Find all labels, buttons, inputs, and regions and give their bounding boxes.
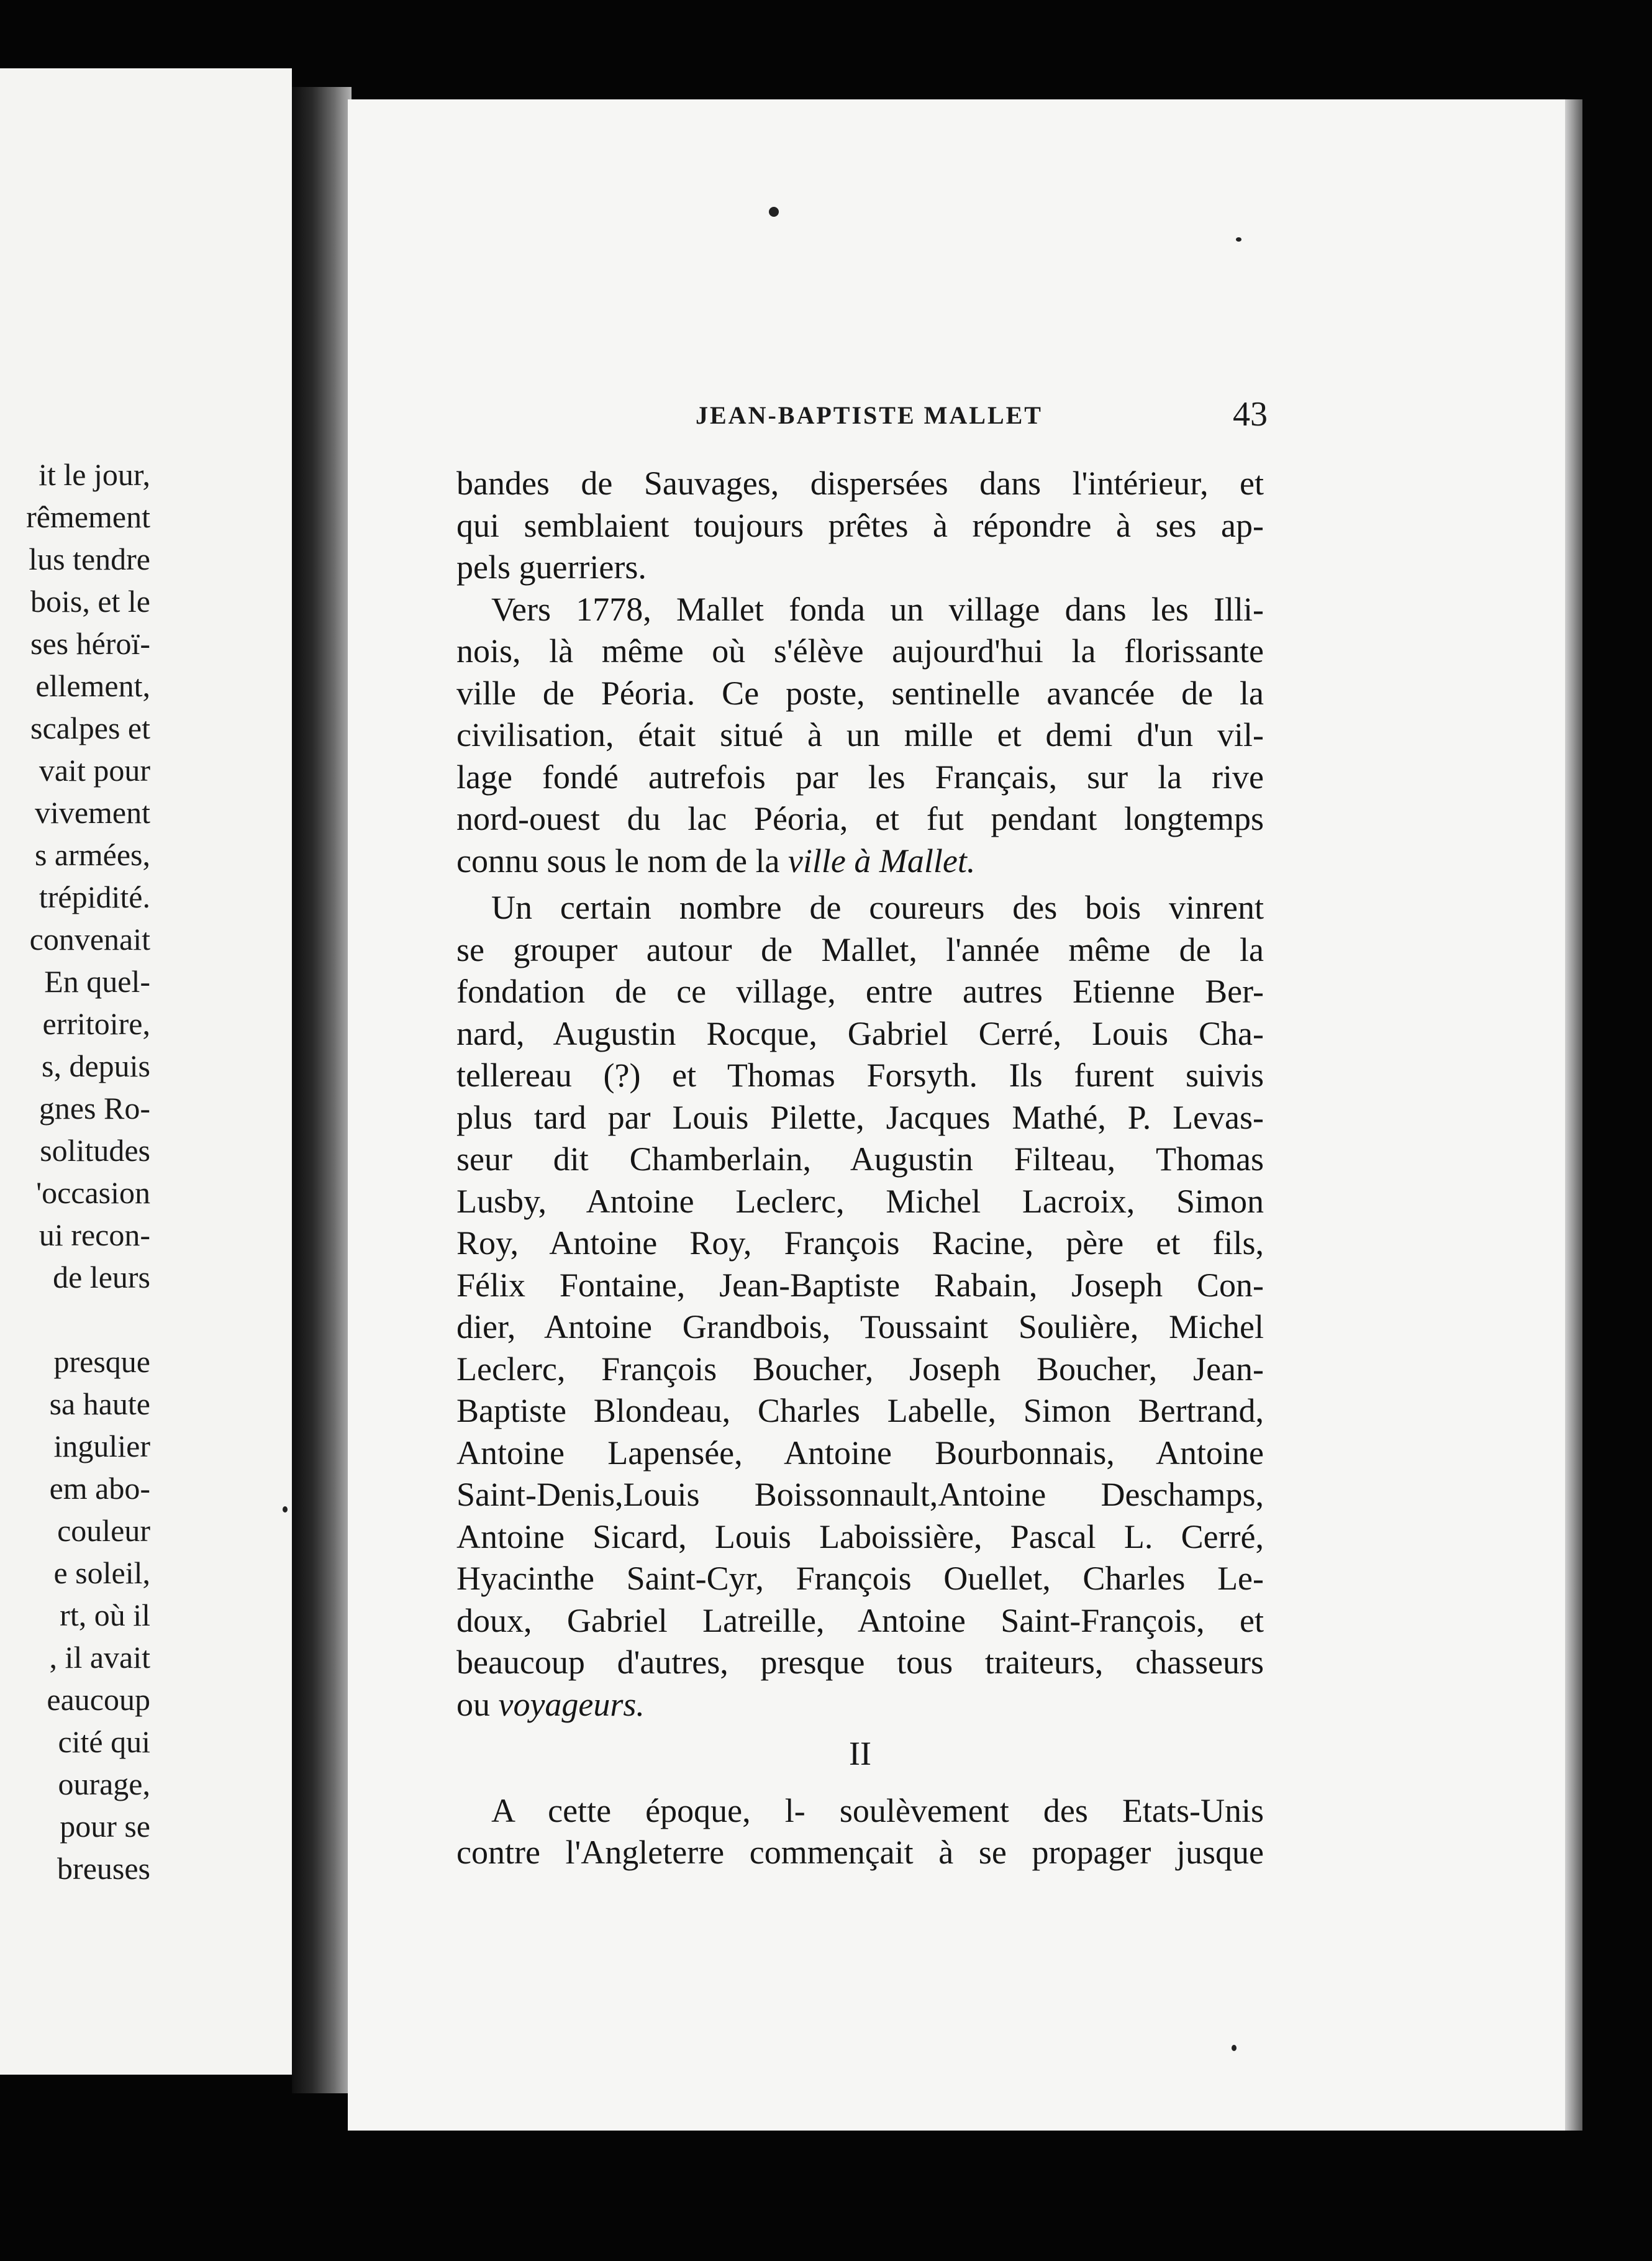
left-page-line: erritoire, <box>42 1006 150 1041</box>
left-page-line: lus tendre <box>29 542 150 576</box>
paragraph-line: Vers 1778, Mallet fonda un village dans les Illi- <box>491 590 1264 628</box>
page-number: 43 <box>1233 395 1268 434</box>
paragraph-line: Antoine Lapensée, Antoine Bourbonnais, Antoine <box>456 1434 1264 1472</box>
italic-phrase: ville à Mallet. <box>787 842 976 880</box>
paragraph-line: se grouper autour de Mallet, l'année même de la <box>456 930 1264 968</box>
left-page-line: 'occasion <box>36 1175 150 1210</box>
left-page-line: solitudes <box>40 1133 150 1168</box>
paragraph-line: A cette époque, l- soulèvement des Etats-Unis <box>491 1791 1264 1829</box>
paragraph-line: nois, là même où s'élève aujourd'hui la florissante <box>456 632 1264 670</box>
paragraph-line <box>456 840 1264 883</box>
left-page-line: em abo- <box>49 1471 150 1506</box>
paragraph-line: Roy, Antoine Roy, François Racine, père et fils, <box>456 1224 1264 1262</box>
left-page-line: ingulier <box>53 1429 150 1463</box>
paragraph-line: fondation de ce village, entre autres Etienne Ber- <box>456 973 1264 1010</box>
paragraph-line: Félix Fontaine, Jean-Baptiste Rabain, Joseph Con- <box>456 1266 1264 1304</box>
paragraph-line: dier, Antoine Grandbois, Toussaint Soulière, Michel <box>456 1308 1264 1345</box>
left-page-line: s, depuis <box>42 1049 150 1083</box>
paragraph-line: ville de Péoria. Ce poste, sentinelle avancée de la <box>456 674 1264 712</box>
left-page-line: rêmement <box>26 499 150 534</box>
left-page-line: convenait <box>29 922 150 957</box>
left-page-line: sa haute <box>49 1386 150 1421</box>
paragraph-line: plus tard par Louis Pilette, Jacques Mathé, P. Levas- <box>456 1098 1264 1136</box>
left-page-text <box>0 453 150 1890</box>
left-page-line: scalpes et <box>30 711 150 745</box>
left-page-line: de leurs <box>53 1260 150 1294</box>
paragraph-2 <box>456 589 1264 840</box>
paragraph-line: Baptiste Blondeau, Charles Labelle, Simon Bertrand, <box>456 1392 1264 1429</box>
left-page-line: eaucoup <box>47 1682 150 1717</box>
left-page-line: , il avait <box>49 1640 150 1675</box>
dust-speck <box>283 1506 288 1513</box>
left-page-line: presque <box>53 1344 150 1379</box>
left-page-line: gnes Ro- <box>39 1091 150 1126</box>
paragraph-line: pels guerriers. <box>456 548 647 586</box>
left-page-line: ui recon- <box>39 1217 150 1252</box>
left-page-line: vivement <box>34 795 150 830</box>
paragraph-line: lage fondé autrefois par les Français, sur la rive <box>456 758 1264 796</box>
paragraph-line: Hyacinthe Saint-Cyr, François Ouellet, Charles Le- <box>456 1560 1264 1597</box>
paragraph-spacer <box>456 882 1264 887</box>
paragraph-line: Antoine Sicard, Louis Laboissière, Pascal L. Cerré, <box>456 1517 1264 1555</box>
page-body <box>456 463 1264 1874</box>
line-text: connu sous le nom de la <box>456 842 788 880</box>
left-page-line: it le jour, <box>39 457 150 492</box>
line-gap <box>0 1298 150 1340</box>
paragraph-1 <box>456 463 1264 589</box>
left-page-line: vait pour <box>39 753 150 788</box>
left-page-line: ses héroï- <box>30 626 150 661</box>
paragraph-line: Lusby, Antoine Leclerc, Michel Lacroix, Simon <box>456 1182 1264 1220</box>
paragraph-line: Saint-Denis,Louis Boissonnault,Antoine Deschamps, <box>456 1476 1264 1513</box>
left-page-line: rt, où il <box>60 1598 150 1632</box>
section-heading: II <box>849 1735 871 1772</box>
paragraph-line: doux, Gabriel Latreille, Antoine Saint-François, et <box>456 1601 1264 1639</box>
left-facing-page <box>0 68 292 2075</box>
left-page-line: cité qui <box>58 1724 150 1759</box>
dust-speck <box>769 207 779 217</box>
left-page-line: e soleil, <box>53 1555 150 1590</box>
paragraph-line: bandes de Sauvages, dispersées dans l'intérieur, et <box>456 465 1264 502</box>
left-page-line: trépidité. <box>39 880 150 914</box>
left-page-line: couleur <box>57 1513 150 1548</box>
dust-speck <box>1236 237 1241 242</box>
paragraph-4 <box>456 1790 1264 1874</box>
paragraph-line: seur dit Chamberlain, Augustin Filteau, Thomas <box>456 1140 1264 1178</box>
line-text: ou <box>456 1685 499 1723</box>
running-head: JEAN-BAPTISTE MALLET <box>696 401 1043 429</box>
dust-speck <box>1232 2045 1237 2051</box>
paragraph-line: contre l'Angleterre commençait à se propager jusque <box>456 1834 1264 1871</box>
paragraph-line: nard, Augustin Rocque, Gabriel Cerré, Louis Cha- <box>456 1014 1264 1052</box>
left-page-line: pour se <box>60 1809 150 1844</box>
paragraph-line: Leclerc, François Boucher, Joseph Boucher, Jean- <box>456 1350 1264 1388</box>
paragraph-line: beaucoup d'autres, presque tous traiteurs, chasseurs <box>456 1644 1264 1681</box>
left-page-line: ellement, <box>35 668 150 703</box>
book-gutter <box>292 87 352 2093</box>
page-edge <box>1565 99 1582 2131</box>
left-page-line: s armées, <box>34 837 150 872</box>
paragraph-3 <box>456 887 1264 1684</box>
paragraph-line: civilisation, était situé à un mille et demi d'un vil- <box>456 716 1264 753</box>
left-page-line: ourage, <box>58 1767 150 1801</box>
paragraph-line: Un certain nombre de coureurs des bois vinrent <box>491 889 1264 926</box>
italic-phrase: voyageurs. <box>498 1685 645 1723</box>
left-page-line: bois, et le <box>30 584 150 619</box>
paragraph-line: qui semblaient toujours prêtes à répondre à ses ap- <box>456 506 1264 544</box>
paragraph-line: tellereau (?) et Thomas Forsyth. Ils furent suivis <box>456 1057 1264 1094</box>
left-page-line: breuses <box>57 1851 150 1886</box>
left-page-line: En quel- <box>44 964 150 999</box>
paragraph-line <box>456 1684 1264 1726</box>
paragraph-line: nord-ouest du lac Péoria, et fut pendant longtemps <box>456 800 1264 837</box>
